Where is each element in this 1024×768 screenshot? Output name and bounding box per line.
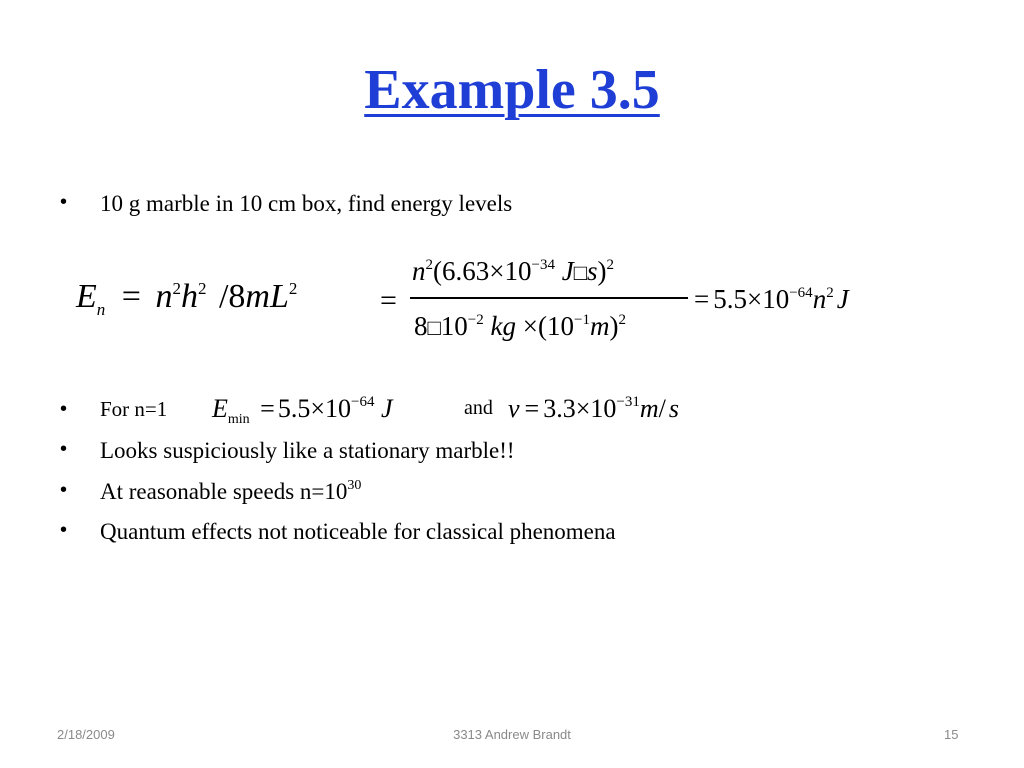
eq-times: × [522, 311, 538, 341]
eq-symbol: L [269, 278, 289, 315]
fraction-bar [410, 297, 688, 299]
eq-symbol: s [586, 256, 598, 286]
equation-emin [212, 394, 393, 427]
eq-number: 10 [440, 311, 468, 341]
slide-title: Example 3.5 [364, 59, 660, 121]
bullet-dot: • [60, 191, 68, 213]
eq-symbol: J [561, 256, 574, 286]
eq-equals: = [524, 394, 540, 423]
eq-paren: ) [609, 311, 619, 341]
bullet-dot: • [60, 479, 68, 501]
eq-number: 5.5 [277, 394, 311, 423]
bullet-text: Looks suspiciously like a stationary marble!! [100, 438, 515, 463]
eq-number: 10 [504, 256, 532, 286]
eq-symbol: E [76, 278, 97, 315]
eq-superscript: 2 [606, 257, 614, 273]
eq-symbol: n [812, 284, 827, 314]
footer-page-number: 15 [944, 727, 959, 742]
bullet-dot: • [60, 398, 68, 420]
eq-number: 10 [590, 394, 617, 423]
eq-number: 5.5 [713, 284, 747, 314]
eq-equals: = [694, 284, 710, 314]
footer-center: 3313 Andrew Brandt [453, 727, 571, 742]
eq2-equals-left: = [380, 284, 397, 317]
eq-symbol: m [639, 394, 659, 423]
equation-energy-formula [76, 278, 298, 319]
eq-symbol: h [180, 278, 198, 315]
eq-times: × [575, 394, 591, 423]
eq-superscript: 2 [425, 257, 433, 273]
eq-superscript: −1 [573, 312, 590, 328]
eq-symbol: v [508, 394, 520, 423]
eq-slash: / [218, 278, 229, 315]
eq-superscript: −64 [789, 285, 813, 301]
eq-symbol: E [212, 394, 228, 423]
eq-number: 10 [762, 284, 790, 314]
eq2-result [694, 286, 849, 313]
bullet-dot: • [60, 438, 68, 460]
eq-superscript: 2 [197, 279, 207, 298]
eq-missing-glyph: □ [573, 260, 587, 285]
eq-superscript: 2 [172, 279, 181, 298]
eq-superscript: −2 [467, 312, 484, 328]
bullet-dot: • [60, 519, 68, 541]
eq-equals: = [260, 394, 275, 423]
equation-velocity [508, 396, 679, 422]
eq-superscript: 2 [618, 312, 626, 328]
eq-equals: = [121, 278, 141, 315]
bullet-text-wrap [100, 480, 361, 503]
eq-number: 3.3 [543, 394, 576, 423]
eq-symbol: J [380, 394, 393, 423]
eq-number: 8 [228, 278, 246, 315]
bullet-text: At reasonable speeds n=10 [100, 479, 348, 504]
eq2-numerator [412, 258, 614, 285]
eq-times: × [489, 256, 505, 286]
eq-number: 8 [414, 311, 428, 341]
bullet-text: 10 g marble in 10 cm box, find energy levels [100, 191, 513, 216]
eq-superscript: 2 [826, 285, 834, 301]
eq-superscript: −31 [616, 394, 640, 410]
eq-symbol: kg [490, 311, 516, 341]
eq-times: × [746, 284, 763, 314]
eq-subscript: min [227, 412, 250, 427]
eq-symbol: m [245, 278, 270, 315]
eq-slash: / [658, 394, 666, 423]
eq-subscript: n [96, 300, 106, 319]
and-word: and [464, 397, 493, 419]
eq-number: 10 [325, 394, 352, 423]
eq-superscript: −64 [351, 394, 375, 410]
superscript: 30 [347, 478, 362, 493]
eq-paren: ) [597, 256, 607, 286]
bullet-text: For n=1 [100, 397, 168, 421]
eq-times: × [310, 394, 326, 423]
bullet-text: Quantum effects not noticeable for classical phenomena [100, 519, 616, 544]
eq-superscript: 2 [288, 279, 298, 298]
eq-symbol: J [836, 284, 849, 314]
eq-number: (10 [537, 311, 574, 341]
eq-symbol: s [668, 394, 679, 423]
eq-symbol: n [412, 256, 426, 286]
eq-symbol: m [589, 311, 610, 341]
eq-superscript: −34 [531, 257, 555, 273]
footer-date: 2/18/2009 [57, 727, 115, 742]
eq-symbol: n [155, 278, 173, 315]
eq-missing-glyph: □ [427, 315, 441, 340]
eq2-denominator [414, 313, 626, 340]
eq-number: (6.63 [433, 256, 490, 286]
